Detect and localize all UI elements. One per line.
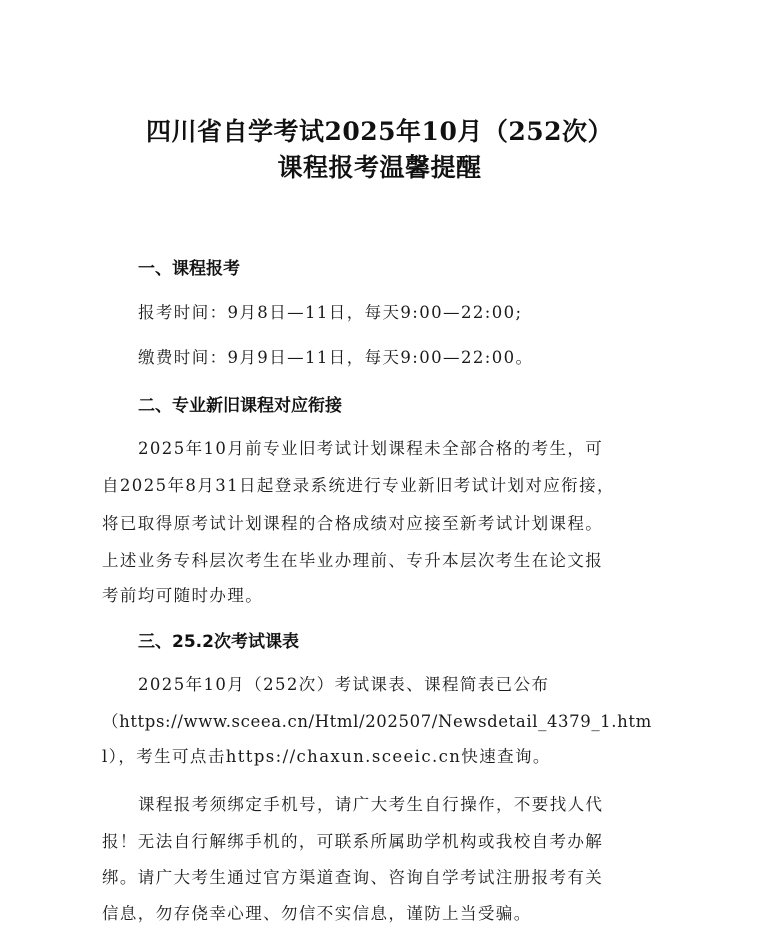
schedule-url-line: （https://www.sceea.cn/Html/202507/Newsdetail_4379_1.htm [102, 712, 652, 731]
query-url-line: l），考生可点击https://chaxun.sceeic.cn快速查询。 [102, 747, 551, 766]
notice-line: 报！无法自行解绑手机的，可联系所属助学机构或我校自考办解 [102, 832, 604, 851]
section-heading-exam-schedule: 三、25.2次考试课表 [138, 632, 299, 652]
document-subtitle: 课程报考温馨提醒 [277, 153, 482, 182]
paragraph-line: 2025年10月前专业旧考试计划课程未全部合格的考生，可 [138, 439, 604, 458]
paragraph-line: 2025年10月（252次）考试课表、课程简表已公布 [138, 675, 550, 694]
section-heading-course-transition: 二、专业新旧课程对应衔接 [138, 396, 342, 416]
registration-time: 报考时间：9月8日—11日，每天9:00—22:00; [138, 303, 523, 322]
paragraph-line: 考前均可随时办理。 [102, 586, 264, 605]
paragraph-line: 上述业务专科层次考生在毕业办理前、专升本层次考生在论文报 [102, 551, 604, 570]
payment-time: 缴费时间：9月9日—11日，每天9:00—22:00。 [138, 348, 534, 367]
notice-line: 绑。请广大考生通过官方渠道查询、咨询自学考试注册报考有关 [102, 868, 604, 887]
notice-line: 信息，勿存侥幸心理、勿信不实信息，谨防上当受骗。 [102, 904, 532, 923]
paragraph-line: 将已取得原考试计划课程的合格成绩对应接至新考试计划课程。 [102, 514, 604, 533]
section-heading-course-registration: 一、课程报考 [138, 259, 240, 279]
paragraph-line: 自2025年8月31日起登录系统进行专业新旧考试计划对应衔接， [102, 476, 615, 495]
document-title: 四川省自学考试2025年10月（252次） [145, 117, 614, 146]
notice-line: 课程报考须绑定手机号，请广大考生自行操作，不要找人代 [138, 795, 604, 814]
